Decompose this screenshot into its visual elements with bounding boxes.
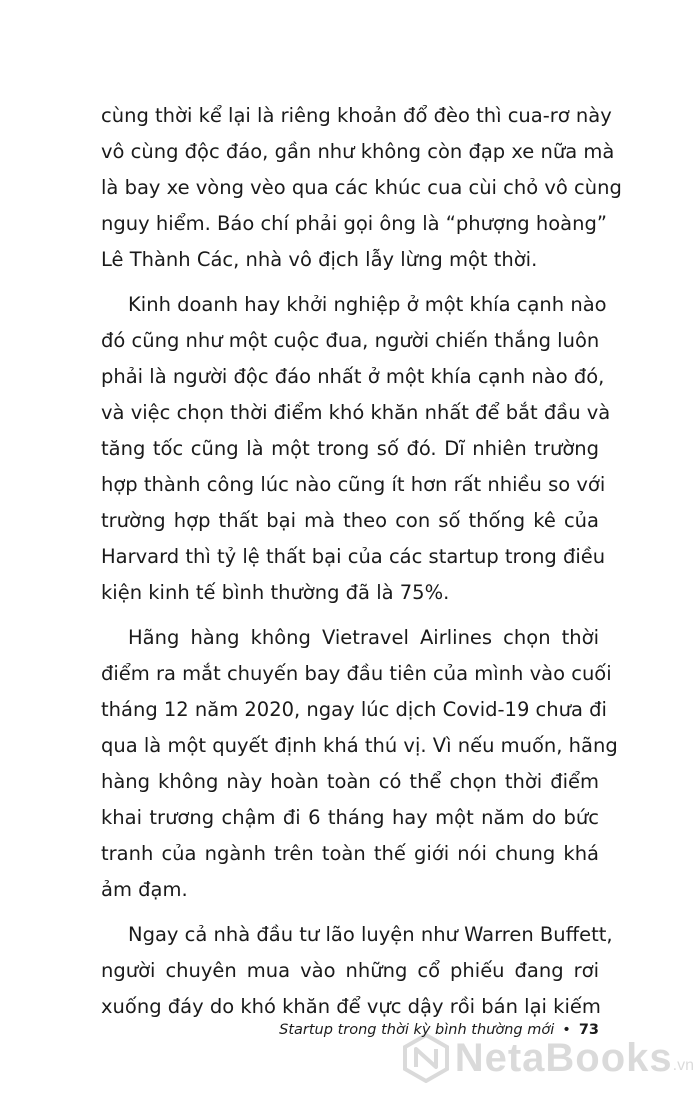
text-line: là bay xe vòng vèo qua các khúc cua cùi chỏ vô cùng xyxy=(101,176,622,199)
text-line: Kinh doanh hay khởi nghiệp ở một khía cạnh nào xyxy=(128,293,607,316)
paragraph xyxy=(101,98,622,278)
text-line: Harvard thì tỷ lệ thất bại của các startup trong điều xyxy=(101,545,606,568)
paragraph xyxy=(101,917,613,1025)
text-line: hợp thành công lúc nào cũng ít hơn rất nhiều so với xyxy=(101,473,606,496)
text-line: người chuyên mua vào những cổ phiếu đang rơi xyxy=(101,959,599,982)
text-line: nguy hiểm. Báo chí phải gọi ông là “phượng hoàng” xyxy=(101,212,607,235)
paragraph xyxy=(101,287,611,611)
text-line: tháng 12 năm 2020, ngay lúc dịch Covid-19 chưa đi xyxy=(101,698,607,721)
watermark xyxy=(401,1033,694,1083)
text-line: Ngay cả nhà đầu tư lão luyện như Warren Buffett, xyxy=(128,923,613,946)
text-line: xuống đáy do khó khăn để vực dậy rồi bán lại kiếm xyxy=(101,995,601,1018)
watermark-brand: NetaBooks xyxy=(454,1035,673,1080)
text-line: phải là người độc đáo nhất ở một khía cạnh nào đó, xyxy=(101,365,605,388)
watermark-suffix: .vn xyxy=(672,1057,694,1074)
book-page-body xyxy=(101,98,622,1025)
text-line: tranh của ngành trên toàn thế giới nói chung khá xyxy=(101,842,599,865)
text-line: ảm đạm. xyxy=(101,878,188,901)
text-line: kiện kinh tế bình thường đã là 75%. xyxy=(101,581,450,604)
text-line: điểm ra mắt chuyến bay đầu tiên của mình vào cuối xyxy=(101,662,612,685)
text-line: qua là một quyết định khá thú vị. Vì nếu muốn, hãng xyxy=(101,734,618,757)
page-number: 73 xyxy=(578,1022,599,1038)
text-line: vô cùng độc đáo, gần như không còn đạp xe nữa mà xyxy=(101,140,615,163)
text-line: và việc chọn thời điểm khó khăn nhất để bắt đầu và xyxy=(101,401,611,424)
text-line: tăng tốc cũng là một trong số đó. Dĩ nhiên trường xyxy=(101,437,599,460)
text-line: hàng không này hoàn toàn có thể chọn thời điểm xyxy=(101,770,599,793)
netabooks-logo-icon xyxy=(401,1033,451,1083)
text-line: Lê Thành Các, nhà vô địch lẫy lừng một thời. xyxy=(101,248,538,271)
text-line: cùng thời kể lại là riêng khoản đổ đèo thì cua-rơ này xyxy=(101,104,612,127)
footer-separator: • xyxy=(562,1022,571,1038)
text-line: khai trương chậm đi 6 tháng hay một năm do bức xyxy=(101,806,599,829)
text-line: trường hợp thất bại mà theo con số thống kê của xyxy=(101,509,599,532)
text-line: đó cũng như một cuộc đua, người chiến thắng luôn xyxy=(101,329,600,352)
running-title: Startup trong thời kỳ bình thường mới xyxy=(279,1022,555,1038)
text-line: Hãng hàng không Vietravel Airlines chọn thời xyxy=(128,626,599,649)
paragraph xyxy=(101,620,618,908)
